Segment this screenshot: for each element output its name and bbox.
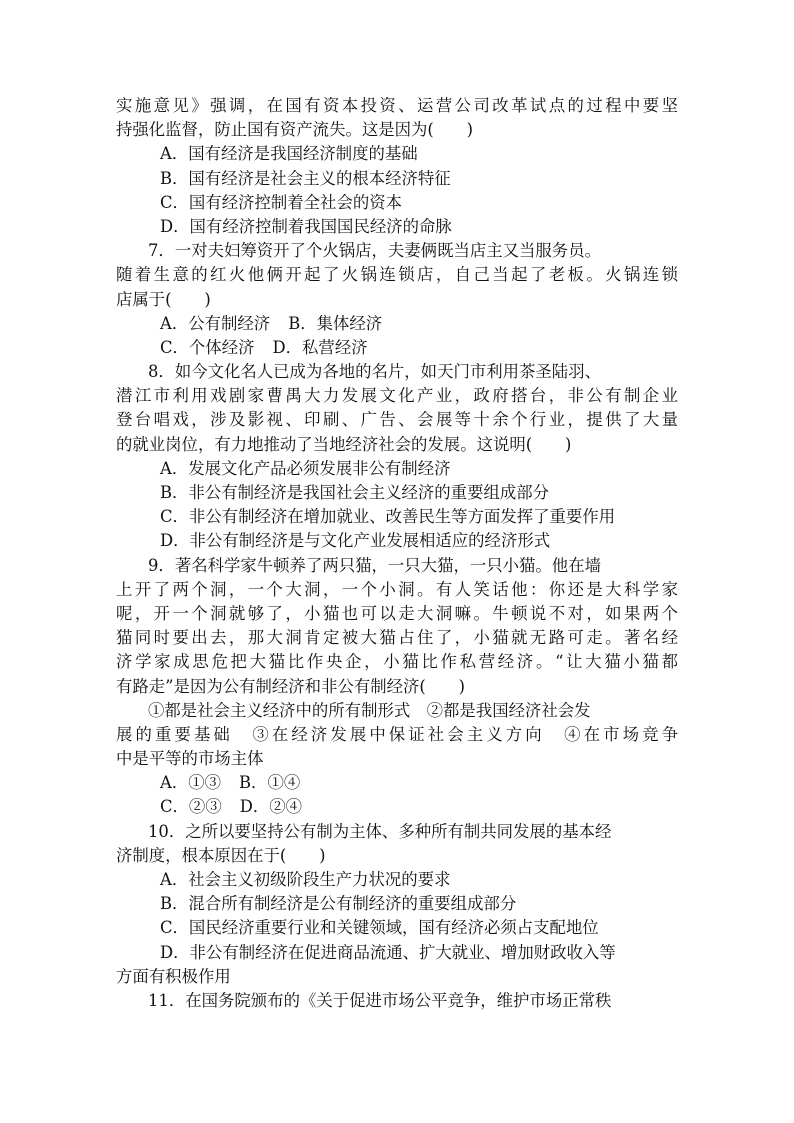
- question-8: [116, 360, 678, 554]
- question-8-stem-line: 潜江市利用戏剧家曹禺大力发展文化产业，政府搭台，非公有制企业: [116, 386, 678, 406]
- question-7-option-a: A．公有制经济: [160, 313, 271, 333]
- question-10-option-d-continued: 方面有积极作用: [116, 966, 231, 986]
- question-9-option-a: A．①③: [160, 773, 222, 793]
- question-6-option-c: C．国有经济控制着全社会的资本: [160, 192, 403, 212]
- question-11: [116, 989, 678, 1013]
- question-8-option-c: C．非公有制经济在增加就业、改善民生等方面发挥了重要作用: [160, 507, 616, 527]
- question-9-option-c: C．②③: [160, 797, 222, 817]
- question-6-option-a: A．国有经济是我国经济制度的基础: [160, 144, 418, 164]
- question-7-options-row: [116, 312, 678, 336]
- question-8-stem-line: 登台唱戏，涉及影视、印刷、广告、会展等十余个行业，提供了大量: [116, 410, 678, 430]
- question-6-stem-line: 持强化监督，防止国有资产流失。这是因为( ): [116, 120, 473, 140]
- question-8-option-a: A．发展文化产品必须发展非公有制经济: [160, 458, 451, 478]
- question-9-option-b: B．①④: [239, 773, 301, 793]
- question-10-option-d: D．非公有制经济在促进商品流通、扩大就业、增加财政收入等: [160, 942, 616, 962]
- question-9-stem-line: 济学家成思危把大猫比作央企，小猫比作私营经济。“让大猫小猫都: [116, 652, 678, 672]
- question-8-option-d: D．非公有制经济是与文化产业发展相适应的经济形式: [160, 531, 551, 551]
- question-9-options-row: [116, 795, 678, 819]
- question-7-stem-line: 店属于( ): [116, 289, 211, 309]
- question-7-stem-line: 7．一对夫妇筹资开了个火锅店，夫妻俩既当店主又当服务员。: [148, 241, 601, 261]
- question-9: [116, 554, 678, 820]
- question-7-stem-line: 随着生意的红火他俩开起了火锅连锁店，自己当起了老板。火锅连锁: [116, 265, 678, 285]
- question-9-stem-line: 猫同时要出去，那大洞肯定被大猫占住了，小猫就无路可走。著名经: [116, 628, 678, 648]
- question-8-stem-line: 8．如今文化名人已成为各地的名片，如天门市利用茶圣陆羽、: [148, 362, 601, 382]
- question-7: [116, 239, 678, 360]
- question-10-stem-line: 10．之所以要坚持公有制为主体、多种所有制共同发展的基本经: [148, 821, 612, 841]
- question-10-option-a: A．社会主义初级阶段生产力状况的要求: [160, 870, 451, 889]
- question-7-option-b: B．集体经济: [288, 313, 383, 333]
- question-10-option-c: C．国民经济重要行业和关键领域，国有经济必须占支配地位: [160, 918, 599, 938]
- question-6-stem-line: 实施意见》强调，在国有资本投资、运营公司改革试点的过程中要坚: [116, 96, 678, 115]
- question-9-stem-line: 有路走”是因为公有制经济和非公有制经济( ): [116, 676, 465, 696]
- document-page: [116, 94, 678, 1013]
- question-10-option-b: B．混合所有制经济是公有制经济的重要组成部分: [160, 894, 517, 914]
- question-7-options-row: [116, 336, 678, 360]
- question-10: [116, 820, 678, 989]
- question-7-option-d: D．私营经济: [272, 337, 368, 357]
- question-9-statement-line: 展的重要基础 ③在经济发展中保证社会主义方向 ④在市场竞争: [116, 724, 678, 744]
- question-9-options-row: [116, 771, 678, 795]
- question-8-stem-line: 的就业岗位，有力地推动了当地经济社会的发展。这说明( ): [116, 434, 572, 454]
- question-7-option-c: C．个体经济: [160, 337, 255, 357]
- question-9-stem-line: 上开了两个洞，一个大洞，一个小洞。有人笑话他：你还是大科学家: [116, 579, 678, 599]
- question-9-statement-line: 中是平等的市场主体: [116, 749, 264, 769]
- question-11-stem-line: 11．在国务院颁布的《关于促进市场公平竞争，维护市场正常秩: [148, 990, 612, 1010]
- question-6-option-b: B．国有经济是社会主义的根本经济特征: [160, 168, 451, 188]
- question-6-option-d: D．国有经济控制着我国国民经济的命脉: [160, 216, 452, 236]
- question-8-option-b: B．非公有制经济是我国社会主义经济的重要组成部分: [160, 483, 550, 502]
- question-9-option-d: D．②④: [239, 797, 303, 817]
- question-9-stem-line: 9．著名科学家牛顿养了两只猫，一只大猫，一只小猫。他在墙: [148, 555, 601, 575]
- question-6: [116, 94, 678, 239]
- question-9-stem-line: 呢，开一个洞就够了，小猫也可以走大洞嘛。牛顿说不对，如果两个: [116, 603, 678, 623]
- question-9-statement-line: ①都是社会主义经济中的所有制形式 ②都是我国经济社会发: [148, 700, 591, 720]
- question-10-stem-line: 济制度，根本原因在于( ): [116, 845, 326, 865]
